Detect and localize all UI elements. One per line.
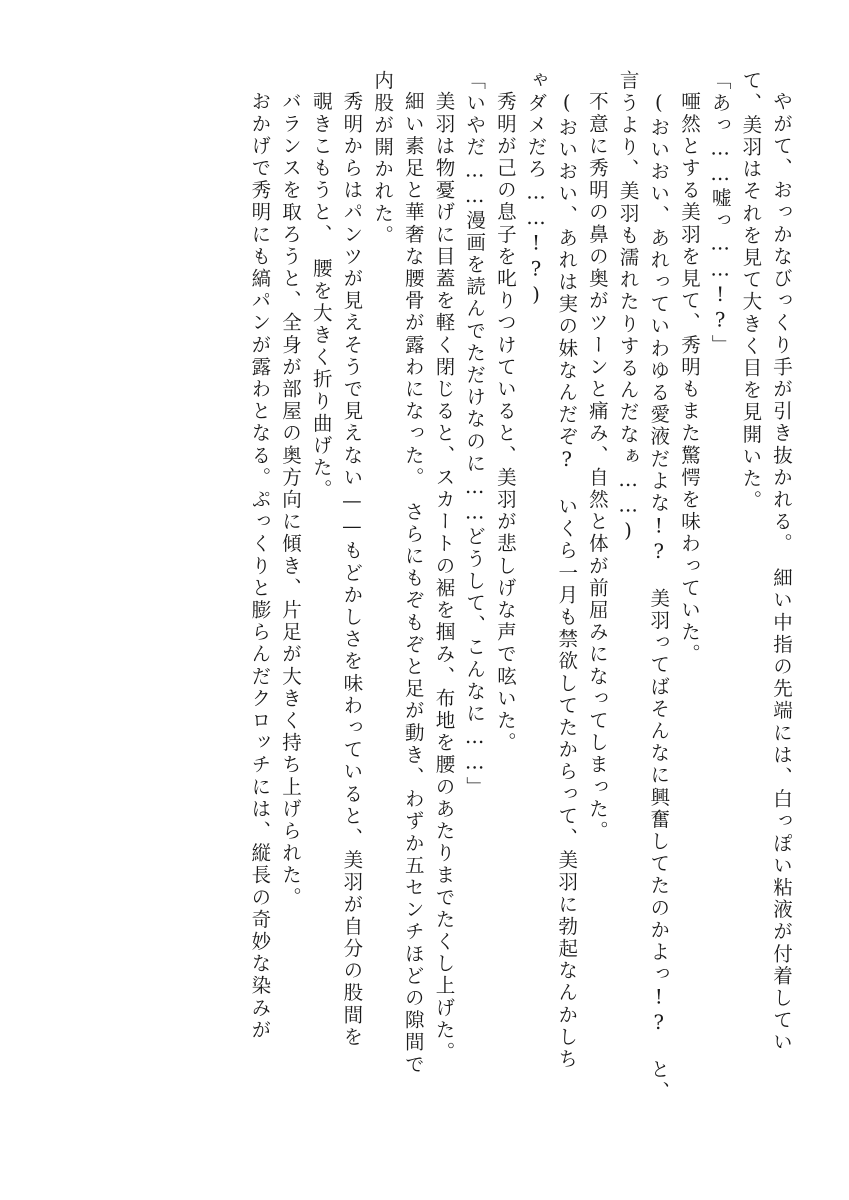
text-line: 「いやだ……漫画を読んでただけなのに……どうして、こんなに……」 [463,70,487,799]
text-line: 美羽は物憂げに目蓋を軽く閉じると、スカートの裾を掴み、布地を腰のあたりまでたくし上げた。 [432,91,456,1064]
text-line: バランスを取ろうと、全身が部屋の奥方向に傾き、片足が大きく持ち上げられた。 [279,91,302,909]
text-line: 秀明が己の息子を叱りつけていると、美羽が悲しげな声で呟いた。 [493,91,517,754]
text-line: 細い素足と華奢な腰骨が露わになった。 さらにもぞもぞと足が動き、わずか五センチほどの隙間で [401,91,425,1076]
text-line: 秀明からはパンツが見えそうで見えない——もどかしさを味わっていると、美羽が自分の股間を [340,91,364,1049]
vertical-text-body [58,70,793,1103]
text-line: (おいおい、あれっていわゆる愛液だよな!? 美羽ってばそんなに興奮してたのかよっ!? と、 [647,91,671,1103]
text-line: 「あっ……嘘っ……!?」 [708,70,732,357]
text-line: 言うより、美羽も濡れたりするんだなぁ……) [616,70,640,545]
text-line: 覗きこもうと、 腰を大きく折り曲げた。 [309,91,333,502]
text-line: おかげで秀明にも縞パンが露わとなる。ぷっくりと膨らんだクロッチには、縦長の奇妙な染みが [248,91,272,1042]
text-line: 唖然とする美羽を見て、秀明もまた驚愕を味わっていた。 [677,91,701,666]
text-line: て、美羽はそれを見て大きく目を見開いた。 [739,70,763,512]
text-line: 不意に秀明の鼻の奥がツーンと痛み、自然と体が前屈みになってしまった。 [585,91,609,843]
text-line: 内股が開かれた。 [371,70,395,247]
text-line: (おいおい、あれは実の妹なんだぞ? いくら一月も禁欲してたからって、美羽に勃起なんかしち [555,91,579,1071]
text-line: やがて、おっかなびっくり手が引き抜かれる。 細い中指の先端には、白っぽい粘液が付着してい [770,91,793,1054]
text-line: ゃダメだろ……!?) [524,70,548,309]
